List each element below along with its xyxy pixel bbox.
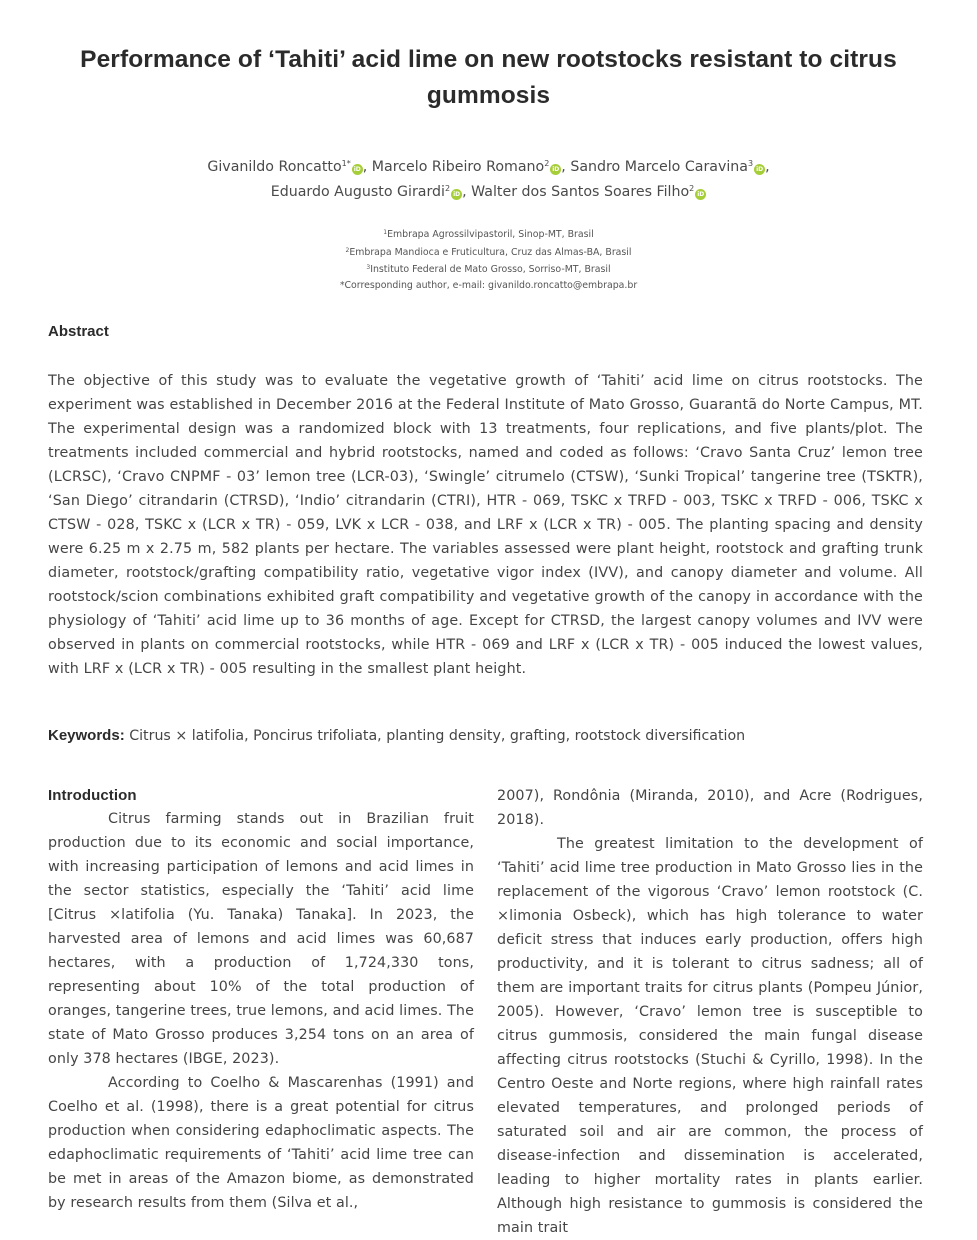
paragraph: The greatest limitation to the development of ‘Tahiti’ acid lime tree production in Mato Grosso lies in the replacement of the vigorous ‘Cravo’ lemon rootstock (C. ×limonia Osbeck), which has high tolerance to water deficit stress that induces early production, offers high productivity, and it is tolerant to citrus sadness; all of them are important traits for citrus plants (Pompeu Júnior, 2005). However, ‘Cravo’ lemon tree is susceptible to citrus gummosis, considered the main fungal disease affecting citrus rootstocks (Stuchi & Cyrillo, 1998). In the Centro Oeste and Norte regions, where high rainfall rates elevated temperatures, and prolonged periods of saturated soil and air are common, the process of disease-infection and dissemination is accelerated, leading to higher mortality rates in plants earlier. Although high resistance to gummosis is considered the main trait	[497, 836, 923, 1236]
keywords	[48, 725, 923, 747]
orcid-icon[interactable]: iD	[756, 166, 764, 173]
author: Givanildo Roncatto$^{1*}$iD	[207, 159, 361, 175]
right-column	[497, 784, 923, 1240]
paragraph-continuation: 2007), Rondônia (Miranda, 2010), and Acre (Rodrigues, 2018).	[497, 788, 923, 828]
orcid-icon[interactable]: iD	[353, 166, 361, 173]
introduction-heading: Introduction	[48, 787, 137, 804]
affiliation: $^3$Instituto Federal de Mato Grosso, Sorriso-MT, Brasil	[366, 264, 611, 275]
author: Walter dos Santos Soares Filho$^2$iD	[471, 184, 705, 200]
affiliation: $^1$Embrapa Agrossilvipastoril, Sinop-MT, Brasil	[383, 229, 594, 240]
keywords-text: Citrus × latifolia, Poncirus trifoliata, planting density, grafting, rootstock diversification	[124, 728, 746, 744]
paragraph: According to Coelho & Mascarenhas (1991) and Coelho et al. (1998), there is a great potential for citrus production when considering edaphoclimatic aspects. The edaphoclimatic requirements of ‘Tahiti’ acid lime tree can be met in areas of the Amazon biome, as demonstrated by research results from them (Silva et al.,	[48, 1075, 474, 1211]
left-column	[48, 784, 474, 1215]
abstract-text: The objective of this study was to evaluate the vegetative growth of ‘Tahiti’ acid lime on citrus rootstocks. The experiment was established in December 2016 at the Federal Institute of Mato Grosso, Guarantã do Norte Campus, MT. The experimental design was a randomized block with 13 treatments, four replications, and five plants/plot. The treatments included commercial and hybrid rootstocks, named and coded as follows: ‘Cravo Santa Cruz’ lemon tree (LCRSC), ‘Cravo CNPMF - 03’ lemon tree (LCR-03), ‘Swingle’ citrumelo (CTSW), ‘Sunki Tropical’ tangerine tree (TSKTR), ‘San Diego’ citrandarin (CTRSD), ‘Indio’ citrandarin (CTRI), HTR - 069, TSKC x TRFD - 003, TSKC x TRFD - 006, TSKC x CTSW - 028, TSKC x (LCR x TR) - 059, LVK x LCR - 038, and LRF x (LCR x TR) - 005. The planting spacing and density were 6.25 m x 2.75 m, 582 plants per hectare. The variables assessed were plant height, rootstock and grafting trunk diameter, rootstock/grafting compatibility ratio, vegetative vigor index (IVV), and canopy diameter and volume. All rootstock/scion combinations exhibited graft compatibility and vegetative growth of the canopy in accordance with the physiology of ‘Tahiti’ acid lime up to 36 months of age. Except for CTRSD, the largest canopy volumes and IVV were observed in plants on commercial rootstocks, while HTR - 069 and LRF x (LCR x TR) - 005 induced the lowest values, with LRF x (LCR x TR) - 005 resulting in the smallest plant height.	[48, 373, 923, 677]
affiliation: $^2$Embrapa Mandioca e Fruticultura, Cruz das Almas-BA, Brasil	[345, 246, 632, 258]
author: Eduardo Augusto Girardi$^2$iD	[270, 184, 461, 200]
affiliations	[200, 225, 777, 293]
abstract-heading: Abstract	[48, 323, 109, 340]
orcid-icon[interactable]: iD	[552, 166, 560, 173]
author: Sandro Marcelo Caravina$^3$iD	[570, 159, 764, 175]
corresponding-author: *Corresponding author, e-mail: givanildo.roncatto@embrapa.br	[339, 279, 638, 291]
orcid-icon[interactable]: iD	[697, 191, 705, 198]
paragraph: Citrus farming stands out in Brazilian fruit production due to its economic and social importance, with increasing participation of lemons and acid limes in the sector statistics, especially the ‘Tahiti’ acid lime [Citrus ×latifolia (Yu. Tanaka) Tanaka]. In 2023, the harvested area of lemons and acid limes was 60,687 hectares, with a production of 1,724,330 tons, representing about 10% of the total production of oranges, tangerine trees, true lemons, and acid limes. The state of Mato Grosso produces 3,254 tons on an area of only 378 hectares (IBGE, 2023).	[48, 811, 474, 1067]
author: Marcelo Ribeiro Romano$^2$iD	[371, 159, 560, 175]
keywords-label: Keywords:	[48, 727, 125, 744]
author-list: Givanildo Roncatto$^{1*}$iD , Marcelo Ribeiro Romano$^2$iD , Sandro Marcelo Caravina$^3$iD , Eduardo Augusto Girardi$^2$iD , Walter dos Santos Soares Filho$^2$iD	[207, 159, 770, 200]
paper-title: Performance of ‘Tahiti’ acid lime on new rootstocks resistant to citrus gummosis	[80, 46, 897, 109]
orcid-icon[interactable]: iD	[453, 191, 461, 198]
